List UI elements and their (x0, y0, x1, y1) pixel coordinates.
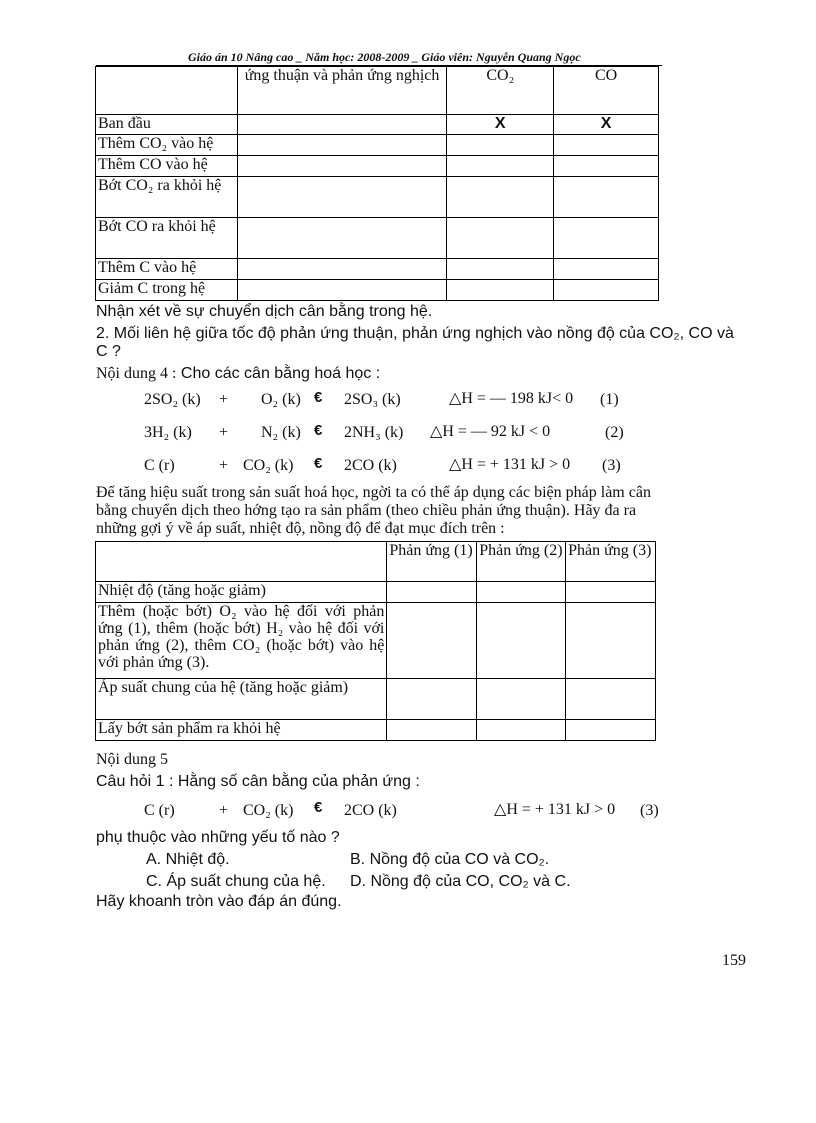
option-c: C. Áp suất chung của hệ. (146, 873, 326, 890)
table-cell: ứng thuận và phản ứng nghịch (237, 67, 447, 115)
table-cell (566, 582, 656, 603)
table-cell: X (554, 115, 659, 135)
equation-2-enthalpy (430, 421, 550, 441)
table-row (96, 542, 656, 582)
table-cell: Thêm C vào hệ (96, 259, 238, 280)
delta-icon: △ (430, 423, 443, 440)
equation-2-reactant-a: 3H₂ (k) (144, 424, 192, 441)
table-cell (566, 720, 656, 741)
table-cell: Bớt CO ra khỏi hệ (96, 218, 238, 259)
content-4-title: Nội dung 4 : (96, 365, 177, 382)
equation-3-reactant-a: C (r) (144, 457, 175, 474)
table-cell (554, 177, 659, 218)
table-cell (477, 582, 566, 603)
equation-3-reactant-b: CO₂ (k) (243, 457, 294, 474)
table-cell (477, 679, 566, 720)
equation-3-enthalpy-value: H = + 131 kJ > 0 (461, 456, 571, 473)
table-cell (237, 156, 447, 177)
table-cell (566, 679, 656, 720)
table-row (96, 280, 659, 301)
table-cell (566, 603, 656, 679)
table-cell (237, 115, 447, 135)
equation-4-reactant-a: C (r) (144, 802, 175, 819)
equation-4-plus: + (219, 802, 229, 819)
table-cell (447, 135, 554, 156)
remark-text: Nhận xét về sự chuyển dịch cân bằng trong hệ. (96, 303, 433, 320)
table-row (96, 135, 659, 156)
table-cell: Ban đầu (96, 115, 238, 135)
table-cell: CO (554, 67, 659, 115)
equation-2-number: (2) (605, 424, 624, 441)
table-row (96, 259, 659, 280)
equation-1-enthalpy-value: H = — 198 kJ< 0 (461, 390, 574, 407)
table-cell: Giảm C trong hệ (96, 280, 238, 301)
table-cell (554, 280, 659, 301)
table-row (96, 115, 659, 135)
instruction-text: Hãy khoanh tròn vào đáp án đúng. (96, 893, 342, 910)
equilibrium-arrow-icon: € (314, 799, 323, 816)
equation-4-reactant-b: CO₂ (k) (243, 802, 294, 819)
table-cell (96, 542, 387, 582)
equilibrium-arrow-icon: € (314, 422, 323, 439)
table-cell (237, 135, 447, 156)
equation-3-enthalpy (449, 454, 570, 474)
equation-1-reactant-b: O₂ (k) (261, 391, 301, 408)
equation-2-reactant-b: N₂ (k) (261, 424, 301, 441)
equation-4-enthalpy-value: H = + 131 kJ > 0 (506, 801, 616, 818)
equation-3-plus: + (219, 457, 229, 474)
option-a: A. Nhiệt độ. (146, 851, 230, 868)
equation-4-product: 2CO (k) (344, 802, 397, 819)
table-cell (387, 720, 477, 741)
table-cell (387, 582, 477, 603)
equation-1-plus: + (219, 391, 229, 408)
equilibrium-table (95, 66, 659, 301)
table-cell (554, 135, 659, 156)
equilibrium-arrow-icon: € (314, 389, 323, 406)
table-row (96, 177, 659, 218)
option-d: D. Nồng độ của CO, CO₂ và C. (350, 873, 571, 890)
dependency-question: phụ thuộc vào những yếu tố nào ? (96, 829, 340, 846)
table-cell (387, 679, 477, 720)
delta-icon: △ (449, 390, 462, 407)
page-header: Giáo án 10 Nâng cao _ Năm học: 2008-2009 _ Giáo viên: Nguyễn Quang Ngọc (188, 50, 581, 64)
equation-1-product: 2SO₃ (k) (344, 391, 401, 408)
table-cell (447, 177, 554, 218)
equation-2-enthalpy-value: H = — 92 kJ < 0 (442, 423, 551, 440)
table-cell (477, 720, 566, 741)
equation-3-product: 2CO (k) (344, 457, 397, 474)
table-row (96, 156, 659, 177)
table-row (96, 679, 656, 720)
table-cell (237, 259, 447, 280)
question-2-line2: C ? (96, 343, 121, 360)
equation-1-enthalpy (449, 388, 573, 408)
measures-table (95, 541, 656, 741)
equation-1-number: (1) (600, 391, 619, 408)
delta-icon: △ (449, 456, 462, 473)
equation-4-enthalpy (494, 799, 615, 819)
question-1: Câu hỏi 1 : Hằng số cân bằng của phản ứng : (96, 773, 420, 790)
paragraph-line2: bằng chuyển dịch theo hớng tạo ra sản phẩm (theo chiều phản ứng thuận). Hãy đa ra (96, 502, 637, 519)
table-cell: Thêm (hoặc bớt) O₂ vào hệ đối với phản ứng (1), thêm (hoặc bớt) H₂ vào hệ đối với phản ứng (2), thêm CO₂ (hoặc bớt) vào hệ với phản ứng (3). (96, 603, 387, 679)
table-cell (237, 218, 447, 259)
table-cell (96, 67, 238, 115)
equilibrium-arrow-icon: € (314, 455, 323, 472)
table-cell (447, 156, 554, 177)
content-4-intro: Cho các cân bằng hoá học : (176, 365, 381, 382)
table-cell (447, 259, 554, 280)
table-cell (554, 259, 659, 280)
table-cell: Nhiệt độ (tăng hoặc giảm) (96, 582, 387, 603)
table-cell: Áp suất chung của hệ (tăng hoặc giảm) (96, 679, 387, 720)
paragraph-line1: Để tăng hiệu suất trong sản suất hoá học, ngời ta có thể áp dụng các biện pháp làm cân (96, 484, 651, 501)
equation-1-reactant-a: 2SO₂ (k) (144, 391, 201, 408)
table-row (96, 67, 659, 115)
page-number: 159 (722, 952, 746, 969)
option-b: B. Nồng độ của CO và CO₂. (350, 851, 550, 868)
content-4-heading (96, 365, 380, 383)
equation-2-product: 2NH₃ (k) (344, 424, 404, 441)
table-cell (554, 156, 659, 177)
table-cell (447, 280, 554, 301)
paragraph-line3: những gợi ý về áp suất, nhiệt độ, nồng độ để đạt mục đích trên : (96, 520, 505, 537)
table-row (96, 582, 656, 603)
table-cell: CO₂ (447, 67, 554, 115)
table-cell (477, 603, 566, 679)
table-cell: Thêm CO₂ vào hệ (96, 135, 238, 156)
table-cell: Lấy bớt sản phẩm ra khỏi hệ (96, 720, 387, 741)
table-row (96, 603, 656, 679)
table-cell: X (447, 115, 554, 135)
table-cell (387, 603, 477, 679)
table-cell (447, 218, 554, 259)
table-row (96, 720, 656, 741)
table-cell: Thêm CO vào hệ (96, 156, 238, 177)
content-5-title: Nội dung 5 (96, 751, 168, 768)
table-cell: Bớt CO₂ ra khỏi hệ (96, 177, 238, 218)
equation-4-number: (3) (640, 802, 659, 819)
table-cell: Phản ứng (1) (387, 542, 477, 582)
table-cell (237, 177, 447, 218)
table-cell (554, 218, 659, 259)
question-2-line1: 2. Mối liên hệ giữa tốc độ phản ứng thuận, phản ứng nghịch vào nồng độ của CO₂, CO và (96, 325, 734, 342)
table-cell (237, 280, 447, 301)
equation-2-plus: + (219, 424, 229, 441)
table-cell: Phản ứng (2) (477, 542, 566, 582)
delta-icon: △ (494, 801, 507, 818)
table-row (96, 218, 659, 259)
table-cell: Phản ứng (3) (566, 542, 656, 582)
equation-3-number: (3) (602, 457, 621, 474)
